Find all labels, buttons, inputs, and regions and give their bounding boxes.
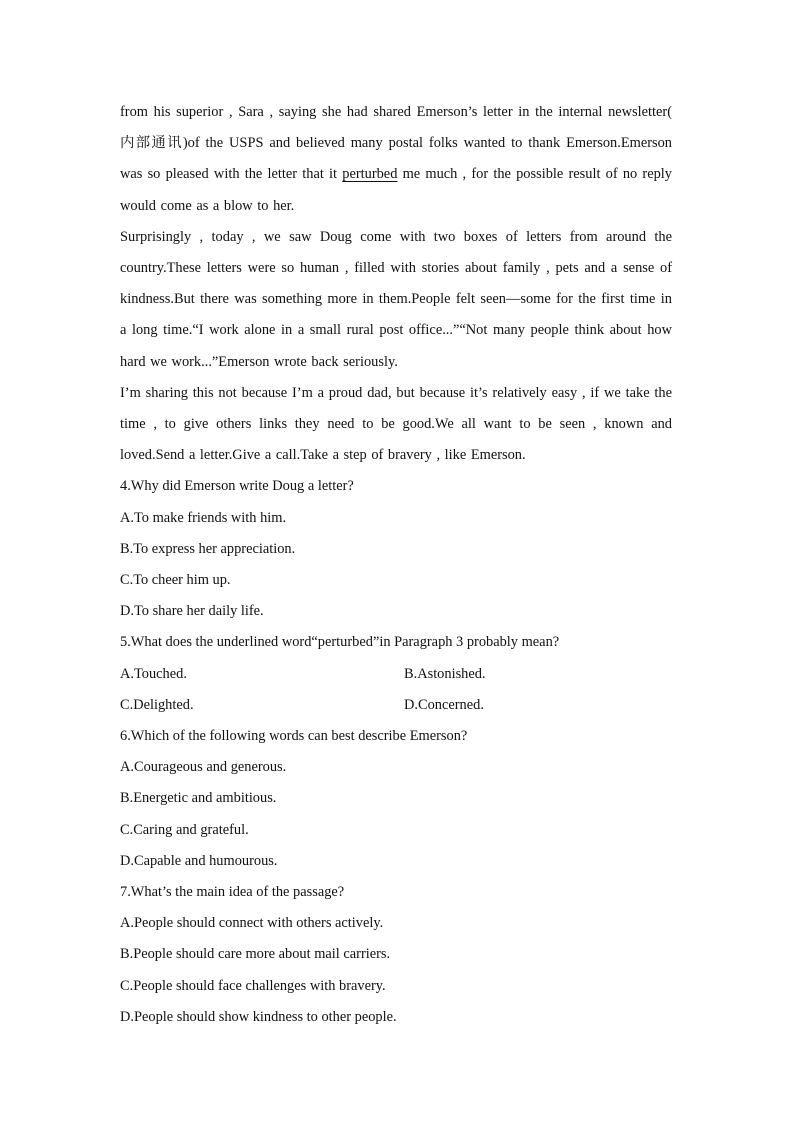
option-a: A.To make friends with him.	[120, 509, 287, 526]
option-row	[120, 690, 672, 721]
option-b: B.To express her appreciation.	[120, 540, 296, 557]
question-stem: 7.What’s the main idea of the passage?	[120, 884, 345, 901]
option-b: B.Energetic and ambitious.	[120, 790, 277, 807]
document-content	[120, 97, 672, 1033]
question-6	[120, 721, 672, 877]
option-b: B.Astonished.	[404, 665, 486, 682]
option-c: C.To cheer him up.	[120, 572, 231, 589]
question-5	[120, 627, 672, 721]
paragraph-text: me much , for the possible result of no reply would come as a blow to her.	[120, 166, 672, 214]
question-stem: 6.Which of the following words can best describe Emerson?	[120, 728, 468, 745]
question-7	[120, 877, 672, 1033]
option-row	[120, 659, 672, 690]
option-a: A.Courageous and generous.	[120, 759, 287, 776]
underlined-word: perturbed	[342, 166, 398, 183]
option-c: C.Delighted.	[120, 696, 194, 713]
passage-paragraph-2: Surprisingly , today , we saw Doug come with two boxes of letters from around the country.These letters were so human , filled with stories about family , pets and a sense of kindness.But there was something more in them.People felt seen—some for the first time in a long time.“I work alone in a small rural post office...”“Not many people think about how hard we work...”Emerson wrote back seriously.	[120, 228, 672, 370]
reading-passage	[120, 97, 672, 471]
option-d: D.To share her daily life.	[120, 603, 264, 620]
option-b: B.People should care more about mail carriers.	[120, 946, 391, 963]
option-c: C.People should face challenges with bravery.	[120, 977, 386, 994]
question-4	[120, 471, 672, 627]
passage-paragraph-3: I’m sharing this not because I’m a proud dad, but because it’s relatively easy , if we take the time , to give others links they need to be good.We all want to be seen , known and loved.Send a letter.Give a call.Take a step of bravery , like Emerson.	[120, 384, 672, 464]
option-a: A.Touched.	[120, 665, 187, 682]
passage-paragraph-1	[120, 97, 672, 222]
option-d: D.Capable and humourous.	[120, 852, 278, 869]
option-a: A.People should connect with others actively.	[120, 915, 384, 932]
option-c: C.Caring and grateful.	[120, 821, 249, 838]
paragraph-text: from his superior , Sara , saying she had shared Emerson’s letter in the internal newsletter( 内部通讯)of the USPS and believed many postal folks wanted to thank Emerson.Emerson was so pleased with the letter that it	[120, 104, 672, 183]
option-d: D.Concerned.	[404, 696, 484, 713]
option-d: D.People should show kindness to other people.	[120, 1008, 397, 1025]
question-stem: 5.What does the underlined word“perturbed”in Paragraph 3 probably mean?	[120, 634, 560, 651]
question-stem: 4.Why did Emerson write Doug a letter?	[120, 478, 354, 495]
